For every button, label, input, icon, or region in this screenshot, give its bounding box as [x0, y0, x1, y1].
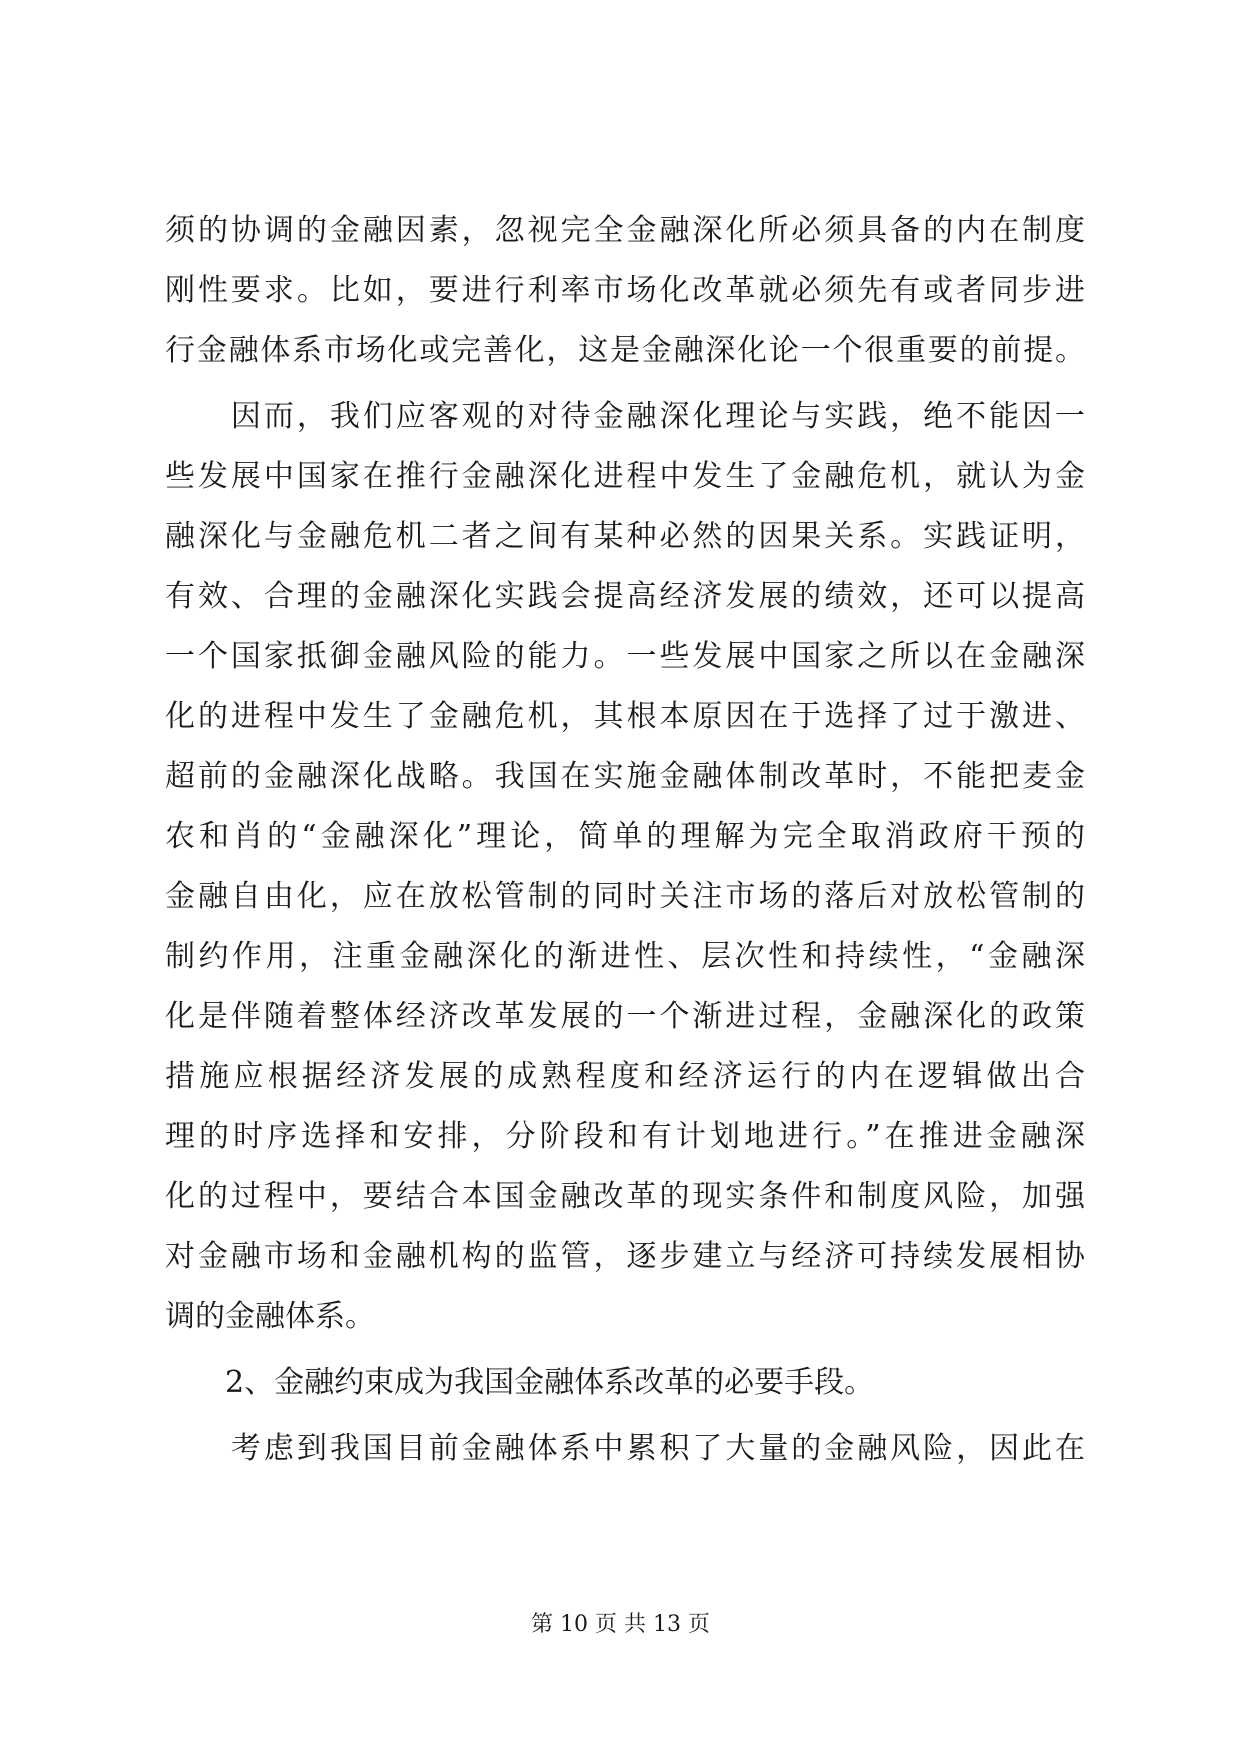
text-line: 因而，我们应客观的对待金融深化理论与实践，绝不能因一 [165, 399, 1085, 434]
text-line: 化的过程中，要结合本国金融改革的现实条件和制度风险，加强 [165, 1179, 1085, 1214]
text-line: 制约作用，注重金融深化的渐进性、层次性和持续性，“金融深 [165, 939, 1085, 974]
text-line: 一个国家抵御金融风险的能力。一些发展中国家之所以在金融深 [165, 639, 1085, 674]
text-line: 须的协调的金融因素，忽视完全金融深化所必须具备的内在制度 [165, 213, 1085, 248]
text-line: 理的时序选择和安排，分阶段和有计划地进行。”在推进金融深 [165, 1119, 1085, 1154]
text-line: 融深化与金融危机二者之间有某种必然的因果关系。实践证明， [165, 519, 1085, 554]
section-heading: 2、金融约束成为我国金融体系改革的必要手段。 [165, 1365, 875, 1400]
text-line: 对金融市场和金融机构的监管，逐步建立与经济可持续发展相协 [165, 1239, 1085, 1274]
text-line: 些发展中国家在推行金融深化进程中发生了金融危机，就认为金 [165, 459, 1085, 494]
text-line: 有效、合理的金融深化实践会提高经济发展的绩效，还可以提高 [165, 579, 1085, 614]
text-line: 刚性要求。比如，要进行利率市场化改革就必须先有或者同步进 [165, 273, 1085, 308]
text-line: 金融自由化，应在放松管制的同时关注市场的落后对放松管制的 [165, 879, 1085, 914]
text-line: 行金融体系市场化或完善化，这是金融深化论一个很重要的前提。 [165, 333, 1085, 368]
text-line: 超前的金融深化战略。我国在实施金融体制改革时，不能把麦金 [165, 759, 1085, 794]
text-line: 农和肖的“金融深化”理论，简单的理解为完全取消政府干预的 [165, 819, 1085, 854]
text-line: 考虑到我国目前金融体系中累积了大量的金融风险，因此在 [165, 1431, 1085, 1466]
text-line: 措施应根据经济发展的成熟程度和经济运行的内在逻辑做出合 [165, 1059, 1085, 1094]
text-line: 调的金融体系。 [165, 1299, 375, 1334]
text-line: 化是伴随着整体经济改革发展的一个渐进过程，金融深化的政策 [165, 999, 1085, 1034]
text-line: 化的进程中发生了金融危机，其根本原因在于选择了过于激进、 [165, 699, 1085, 734]
page-footer: 第 10 页 共 13 页 [531, 1612, 710, 1637]
